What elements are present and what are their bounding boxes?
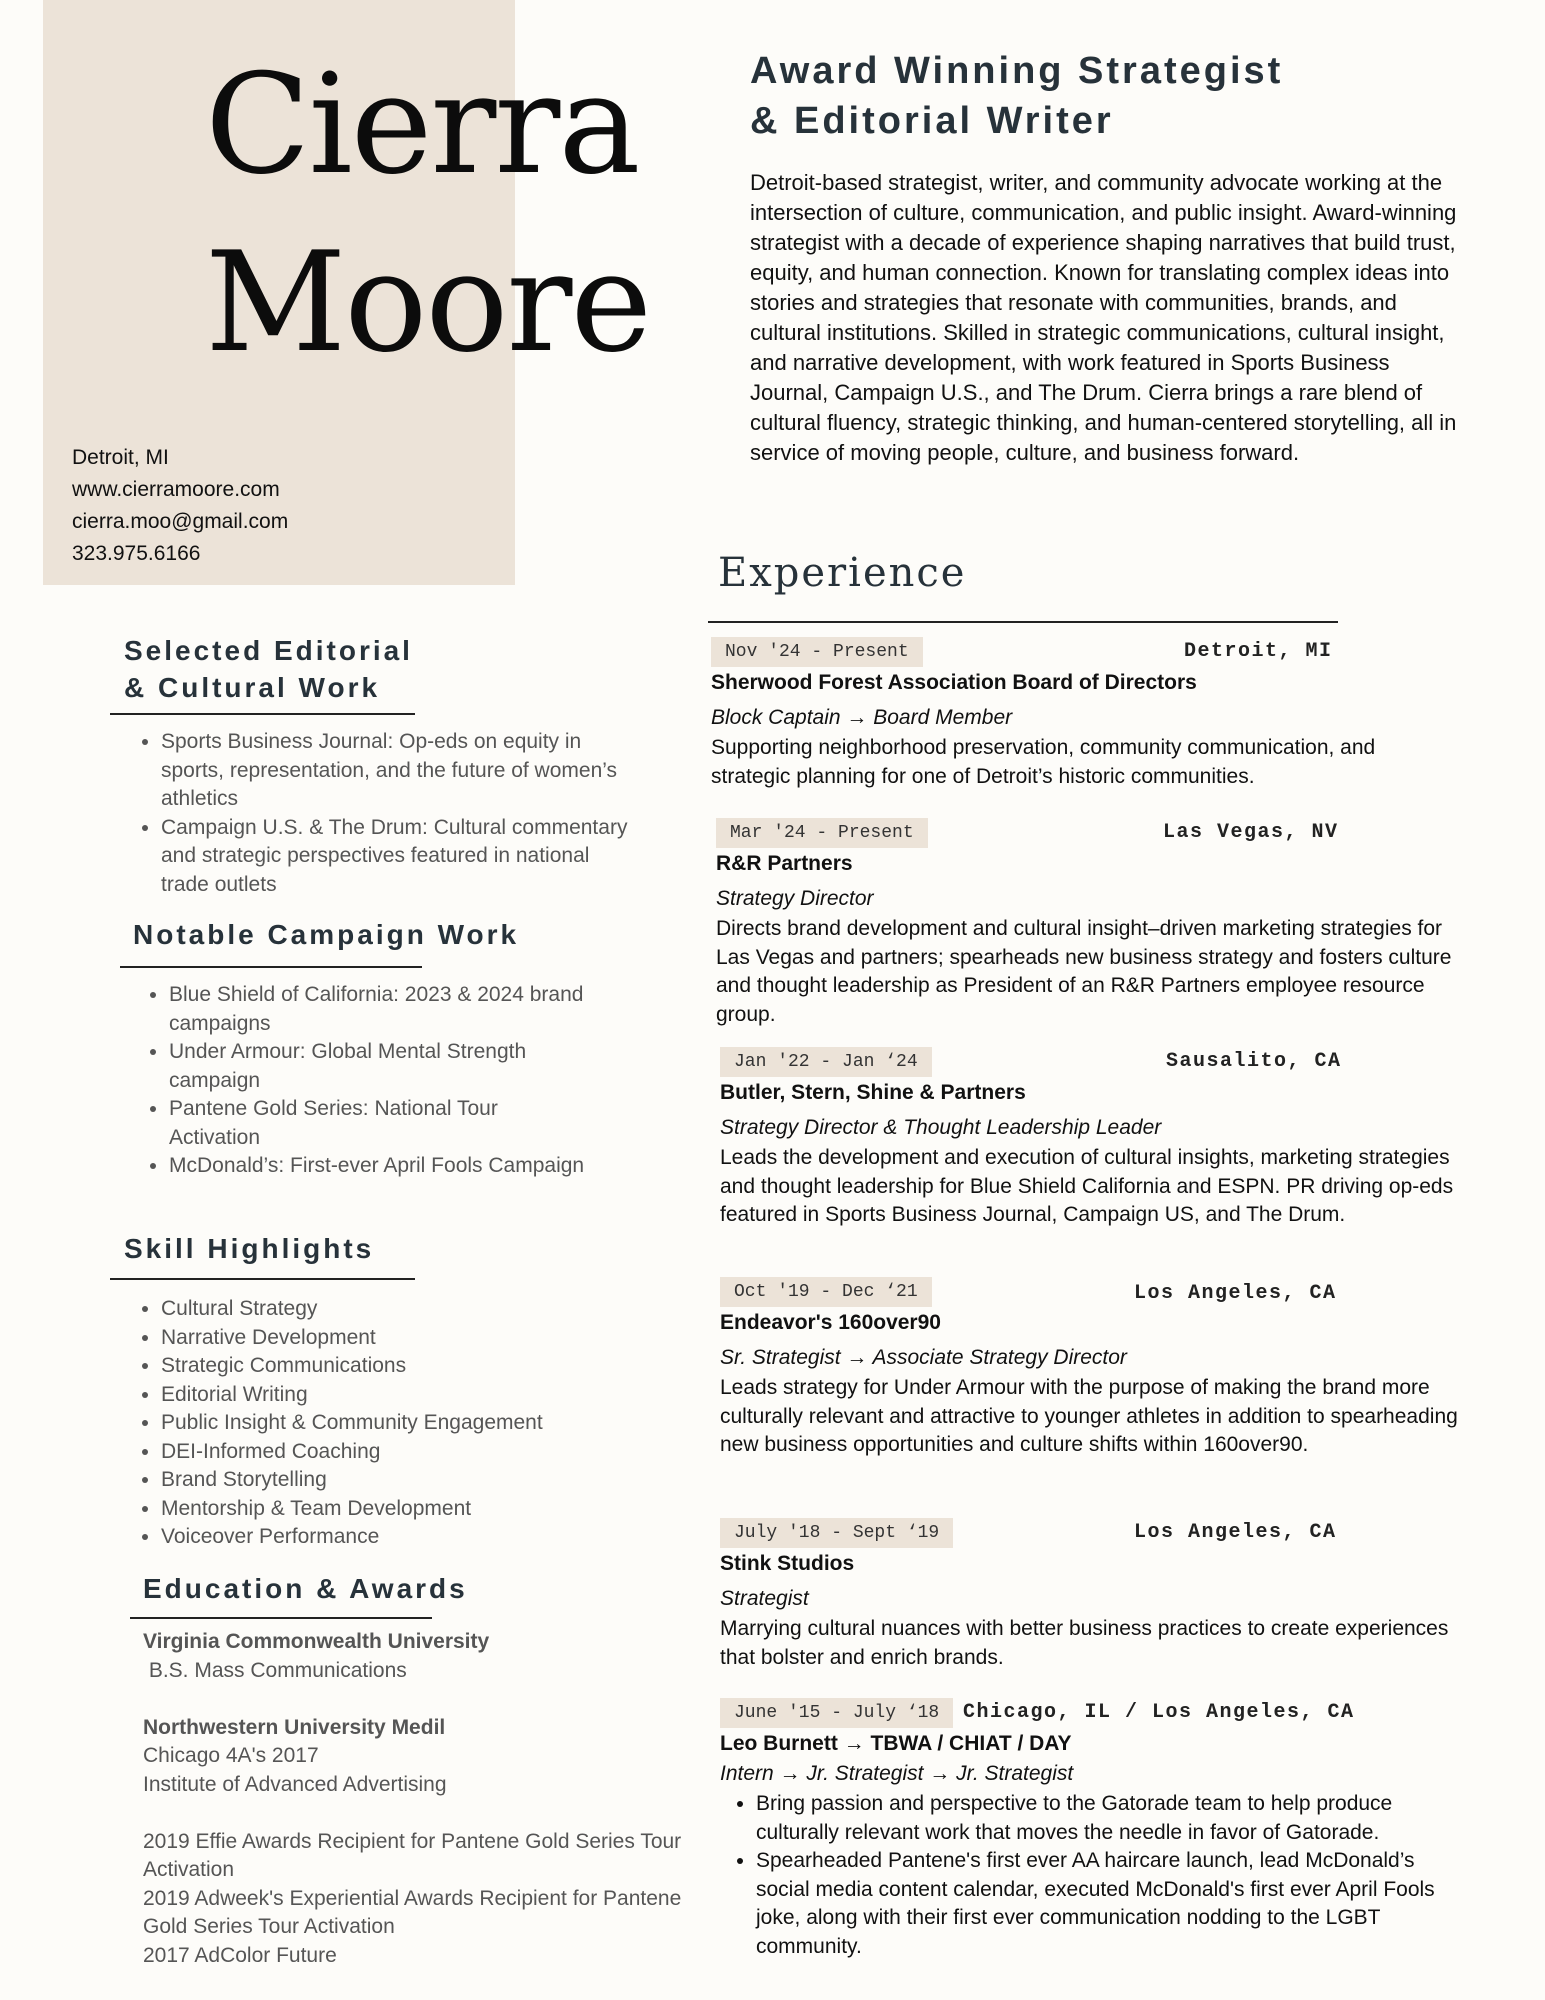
list-item: • Voiceover Performance — [161, 1523, 641, 1552]
education-divider — [130, 1617, 432, 1619]
job-description: Leads the development and execution of cultural insights, marketing strategies and thought leadership for Blue Shield California and ESPN. PR driving op-eds featured in Sports Business Journal, Campaign US, and The Drum. — [720, 1146, 1454, 1226]
job-location: Los Angeles, CA — [1134, 1521, 1337, 1544]
list-item: • Cultural Strategy — [161, 1295, 641, 1324]
job-description: Marrying cultural nuances with better business practices to create experiences that bolster and enrich brands. — [720, 1617, 1449, 1669]
program-detail: Chicago 4A's 2017 — [143, 1744, 319, 1767]
job-role: Intern → Jr. Strategist → Jr. Strategist — [720, 1762, 1074, 1785]
job-location: Los Angeles, CA — [1134, 1282, 1337, 1305]
degree: B.S. Mass Communications — [143, 1658, 407, 1682]
contact-website[interactable]: www.cierramoore.com — [72, 478, 280, 501]
headline-line-1: Award Winning Strategist — [750, 50, 1284, 92]
list-item: • Blue Shield of California: 2023 & 2024 brand campaigns — [169, 981, 589, 1038]
contact-email[interactable]: cierra.moo@gmail.com — [72, 510, 289, 533]
award: 2017 AdColor Future — [143, 1943, 337, 1967]
job-date: Oct '19 - Dec ‘21 — [720, 1277, 932, 1307]
campaigns-list — [133, 981, 589, 1181]
job-location: Las Vegas, NV — [1163, 821, 1339, 844]
contact-location: Detroit, MI — [72, 446, 169, 469]
editorial-title-line-2: & Cultural Work — [124, 672, 381, 703]
job-date: Mar '24 - Present — [716, 818, 928, 848]
list-item: • Brand Storytelling — [161, 1466, 641, 1495]
job-description: Directs brand development and cultural insight–driven marketing strategies for Las Vegas and partners; spearheads new business strategy and fosters culture and thought leadership as President of an R&R Partners employee resource group. — [716, 917, 1452, 1026]
job-organization: Leo Burnett → TBWA / CHIAT / DAY — [720, 1732, 1072, 1755]
job-location: Detroit, MI — [1184, 640, 1333, 663]
job-organization: Sherwood Forest Association Board of Directors — [711, 671, 1197, 694]
list-item: • Under Armour: Global Mental Strength campaign — [169, 1038, 589, 1095]
job-organization: Stink Studios — [720, 1552, 855, 1575]
skills-divider — [110, 1278, 415, 1280]
editorial-title — [124, 632, 413, 706]
contact-info — [72, 442, 288, 570]
editorial-list — [125, 728, 641, 899]
list-item: • Narrative Development — [161, 1324, 641, 1353]
list-item: • McDonald’s: First-ever April Fools Campaign — [169, 1152, 589, 1181]
job-date: July '18 - Sept ‘19 — [720, 1518, 953, 1548]
job-description: Leads strategy for Under Armour with the purpose of making the brand more culturally relevant and attractive to younger athletes in addition to spearheading new business opportunities and culture shifts within 160over90. — [720, 1376, 1458, 1456]
list-item: • Editorial Writing — [161, 1381, 641, 1410]
editorial-divider — [110, 713, 415, 715]
first-name: Cierra — [205, 44, 639, 205]
school-name: Northwestern University Medil — [143, 1715, 446, 1739]
job-date: June '15 - July ‘18 — [720, 1698, 953, 1728]
list-item: • Pantene Gold Series: National Tour Activation — [169, 1095, 589, 1152]
skills-list — [125, 1295, 641, 1552]
list-item: • Strategic Communications — [161, 1352, 641, 1381]
editorial-title-line-1: Selected Editorial — [124, 635, 413, 666]
job-date: Jan '22 - Jan ‘24 — [720, 1047, 932, 1077]
job-role: Block Captain → Board Member — [711, 706, 1013, 729]
last-name: Moore — [205, 222, 651, 383]
campaigns-divider — [120, 966, 422, 968]
headline — [750, 46, 1283, 146]
job-location: Sausalito, CA — [1166, 1050, 1342, 1073]
list-item: • DEI-Informed Coaching — [161, 1438, 641, 1467]
campaigns-title: Notable Campaign Work — [133, 919, 520, 950]
list-item: • Mentorship & Team Development — [161, 1495, 641, 1524]
headline-line-2: & Editorial Writer — [750, 100, 1114, 142]
job-bullets — [720, 1790, 1465, 1961]
job-role: Strategy Director & Thought Leadership Leader — [720, 1116, 1162, 1139]
experience-divider — [708, 621, 1338, 623]
school-name: Virginia Commonwealth University — [143, 1630, 490, 1653]
job-role: Strategist — [720, 1587, 809, 1610]
job-role: Strategy Director — [716, 887, 874, 910]
list-item: • Campaign U.S. & The Drum: Cultural commentary and strategic perspectives featured in national trade outlets — [161, 814, 641, 900]
experience-title: Experience — [718, 550, 967, 596]
job-organization: Butler, Stern, Shine & Partners — [720, 1081, 1026, 1104]
job-organization: R&R Partners — [716, 852, 853, 875]
education-content — [143, 1628, 683, 1970]
education-title: Education & Awards — [143, 1573, 468, 1604]
list-item: • Bring passion and perspective to the Gatorade team to help produce culturally relevant work that moves the needle in favor of Gatorade. — [756, 1790, 1465, 1847]
program-detail: Institute of Advanced Advertising — [143, 1772, 447, 1796]
list-item: • Spearheaded Pantene's first ever AA haircare launch, lead McDonald’s social media content calendar, executed McDonald's first ever April Fools joke, along with their first ever communication nodding to the LGBT community. — [756, 1847, 1465, 1961]
list-item: • Sports Business Journal: Op-eds on equity in sports, representation, and the future of women’s athletics — [161, 728, 641, 814]
summary: Detroit-based strategist, writer, and community advocate working at the intersection of culture, communication, and public insight. Award-winning strategist with a decade of experience shaping narratives that build trust, equity, and human connection. Known for translating complex ideas into stories and strategies that resonate with communities, brands, and cultural institutions. Skilled in strategic communications, cultural insight, and narrative development, with work featured in Sports Business Journal, Campaign U.S., and The Drum. Cierra brings a rare blend of cultural fluency, strategic thinking, and human-centered storytelling, all in service of moving people, culture, and business forward. — [750, 170, 1457, 465]
job-date: Nov '24 - Present — [711, 637, 923, 667]
job-organization: Endeavor's 160over90 — [720, 1311, 941, 1334]
list-item: • Public Insight & Community Engagement — [161, 1409, 641, 1438]
job-description: Supporting neighborhood preservation, community communication, and strategic planning for one of Detroit’s historic communities. — [711, 736, 1376, 788]
skills-title: Skill Highlights — [124, 1233, 375, 1264]
award: 2019 Effie Awards Recipient for Pantene Gold Series Tour Activation — [143, 1829, 682, 1881]
job-role: Sr. Strategist → Associate Strategy Director — [720, 1346, 1127, 1369]
award: 2019 Adweek's Experiential Awards Recipient for Pantene Gold Series Tour Activation — [143, 1886, 682, 1938]
job-location: Chicago, IL / Los Angeles, CA — [963, 1701, 1355, 1724]
contact-phone: 323.975.6166 — [72, 542, 201, 565]
